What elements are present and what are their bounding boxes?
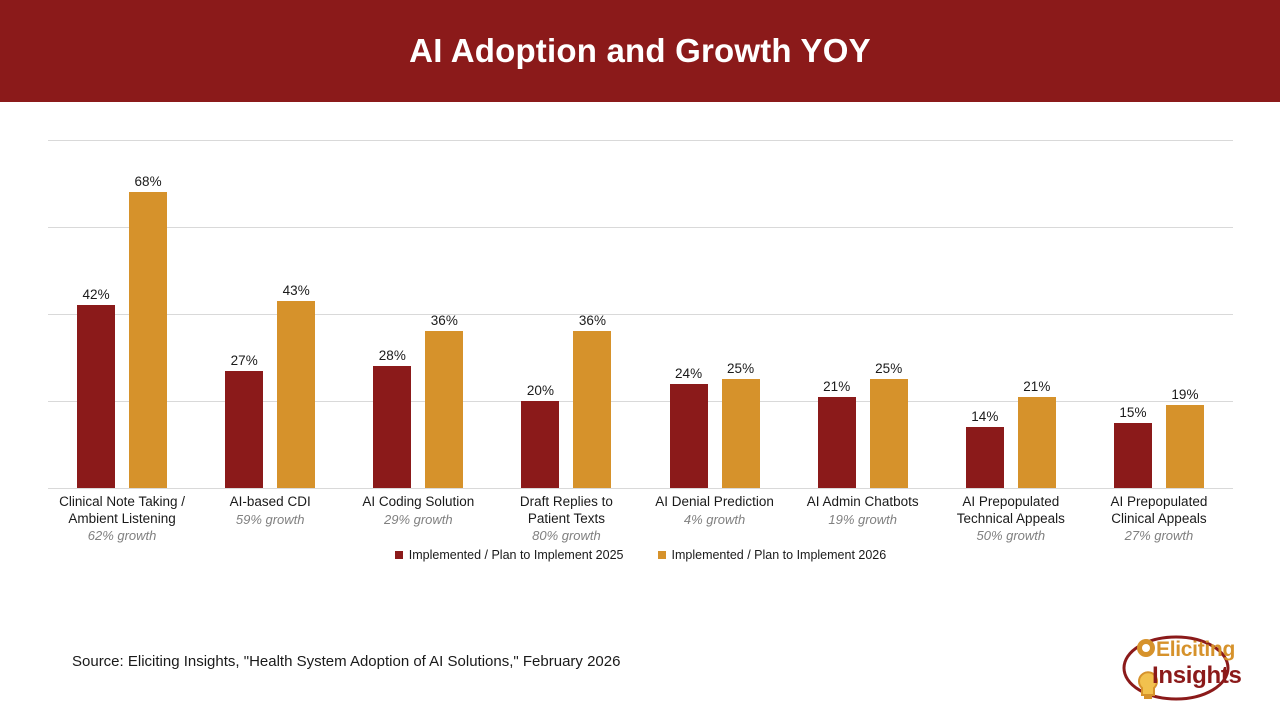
category-label	[1085, 494, 1233, 544]
bar-column[interactable]	[225, 140, 263, 488]
bar-pair	[492, 140, 640, 488]
bar-value-label: 24%	[675, 365, 703, 381]
legend-label: Implemented / Plan to Implement 2026	[671, 548, 887, 562]
bar-column[interactable]	[573, 140, 611, 488]
bar[interactable]	[1114, 423, 1152, 488]
bar-value-label: 14%	[971, 409, 999, 425]
growth-label: 27% growth	[1124, 528, 1194, 544]
growth-label: 4% growth	[683, 511, 746, 527]
category-label	[492, 494, 640, 544]
category-label-line: Technical Appeals	[956, 510, 1065, 526]
bar-value-label: 25%	[875, 361, 903, 377]
bar-group	[641, 140, 789, 488]
bar[interactable]	[722, 379, 760, 488]
bar-column[interactable]	[670, 140, 708, 488]
category-label-line: Patient Texts	[527, 510, 605, 526]
category-label-line: AI Admin Chatbots	[806, 494, 919, 509]
category-label	[641, 494, 789, 528]
bar-pair	[1085, 140, 1233, 488]
category-label	[196, 494, 344, 528]
bar-column[interactable]	[425, 140, 463, 488]
logo-text-eliciting: Eliciting	[1156, 638, 1235, 661]
bar[interactable]	[277, 301, 315, 488]
bar-group	[196, 140, 344, 488]
bar-pair	[641, 140, 789, 488]
legend-label: Implemented / Plan to Implement 2025	[408, 548, 624, 562]
category-label-line: Clinical Note Taking /	[59, 494, 185, 509]
category-label-line: Draft Replies to	[519, 494, 613, 509]
bar-value-label: 21%	[1023, 378, 1051, 394]
category-label-line: AI Prepopulated	[1110, 494, 1208, 509]
growth-label: 62% growth	[87, 528, 157, 544]
growth-label: 50% growth	[976, 528, 1046, 544]
bar-column[interactable]	[1114, 140, 1152, 488]
bar-pair	[344, 140, 492, 488]
bar-column[interactable]	[373, 140, 411, 488]
bar-value-label: 36%	[578, 313, 606, 329]
bar-value-label: 42%	[82, 287, 110, 303]
category-label	[48, 494, 196, 544]
legend-swatch-icon	[395, 551, 403, 559]
chart-area	[48, 140, 1233, 560]
category-label	[344, 494, 492, 528]
title-banner	[0, 0, 1280, 102]
bar-value-label: 21%	[823, 378, 851, 394]
bar-value-label: 20%	[526, 383, 554, 398]
bar-column[interactable]	[521, 140, 559, 488]
eliciting-insights-logo	[1118, 632, 1246, 710]
bar-column[interactable]	[870, 140, 908, 488]
bar[interactable]	[373, 366, 411, 488]
bar[interactable]	[77, 305, 115, 488]
growth-label: 29% growth	[383, 511, 453, 527]
bar-column[interactable]	[1166, 140, 1204, 488]
bar-group	[789, 140, 937, 488]
bar[interactable]	[1018, 397, 1056, 488]
bar-column[interactable]	[1018, 140, 1056, 488]
bar-column[interactable]	[966, 140, 1004, 488]
category-label-line: AI Prepopulated	[962, 494, 1060, 509]
bar-group	[48, 140, 196, 488]
category-label-line: Clinical Appeals	[1111, 510, 1207, 526]
bar[interactable]	[129, 192, 167, 488]
growth-label: 59% growth	[235, 511, 305, 527]
bar-value-label: 28%	[378, 348, 406, 364]
bar-group	[344, 140, 492, 488]
bar-pair	[196, 140, 344, 488]
growth-label: 19% growth	[828, 511, 898, 527]
bar-value-label: 19%	[1171, 387, 1199, 403]
bar-value-label: 27%	[230, 352, 258, 368]
bar[interactable]	[670, 384, 708, 488]
bar-value-label: 15%	[1119, 404, 1147, 420]
legend-swatch-icon	[658, 551, 666, 559]
category-label-line: AI Coding Solution	[362, 494, 475, 509]
bar-value-label: 25%	[727, 361, 755, 377]
bar-column[interactable]	[129, 140, 167, 488]
bar-value-label: 43%	[282, 282, 310, 298]
category-label	[789, 494, 937, 528]
bar[interactable]	[1166, 405, 1204, 488]
category-label	[937, 494, 1085, 544]
bar[interactable]	[573, 331, 611, 488]
axis-baseline	[48, 488, 1213, 489]
bar[interactable]	[225, 371, 263, 488]
bar-column[interactable]	[722, 140, 760, 488]
bar-column[interactable]	[818, 140, 856, 488]
bar-column[interactable]	[277, 140, 315, 488]
source-note: Source: Eliciting Insights, "Health System Adoption of AI Solutions," February 2026	[72, 653, 621, 670]
bar-column[interactable]	[77, 140, 115, 488]
bar[interactable]	[966, 427, 1004, 488]
legend-item[interactable]	[658, 548, 887, 562]
legend-item[interactable]	[395, 548, 624, 562]
bar-pair	[789, 140, 937, 488]
growth-label: 80% growth	[532, 528, 601, 544]
bar-group	[937, 140, 1085, 488]
category-label-line: Ambient Listening	[68, 510, 176, 526]
category-label-line: AI Denial Prediction	[655, 494, 774, 509]
chart-legend	[48, 548, 1233, 562]
bar[interactable]	[425, 331, 463, 488]
bar[interactable]	[870, 379, 908, 488]
category-label-line: AI-based CDI	[229, 494, 311, 509]
logo-text-insights: Insights	[1152, 662, 1242, 689]
bar-value-label: 36%	[430, 313, 458, 329]
bar-pair	[937, 140, 1085, 488]
bar[interactable]	[818, 397, 856, 488]
bar-group	[1085, 140, 1233, 488]
page-title: AI Adoption and Growth YOY	[409, 32, 871, 69]
bar-pair	[48, 140, 196, 488]
plot-bars	[48, 140, 1233, 488]
bar[interactable]	[521, 401, 559, 488]
bar-group	[492, 140, 640, 488]
bar-value-label: 68%	[134, 174, 162, 190]
